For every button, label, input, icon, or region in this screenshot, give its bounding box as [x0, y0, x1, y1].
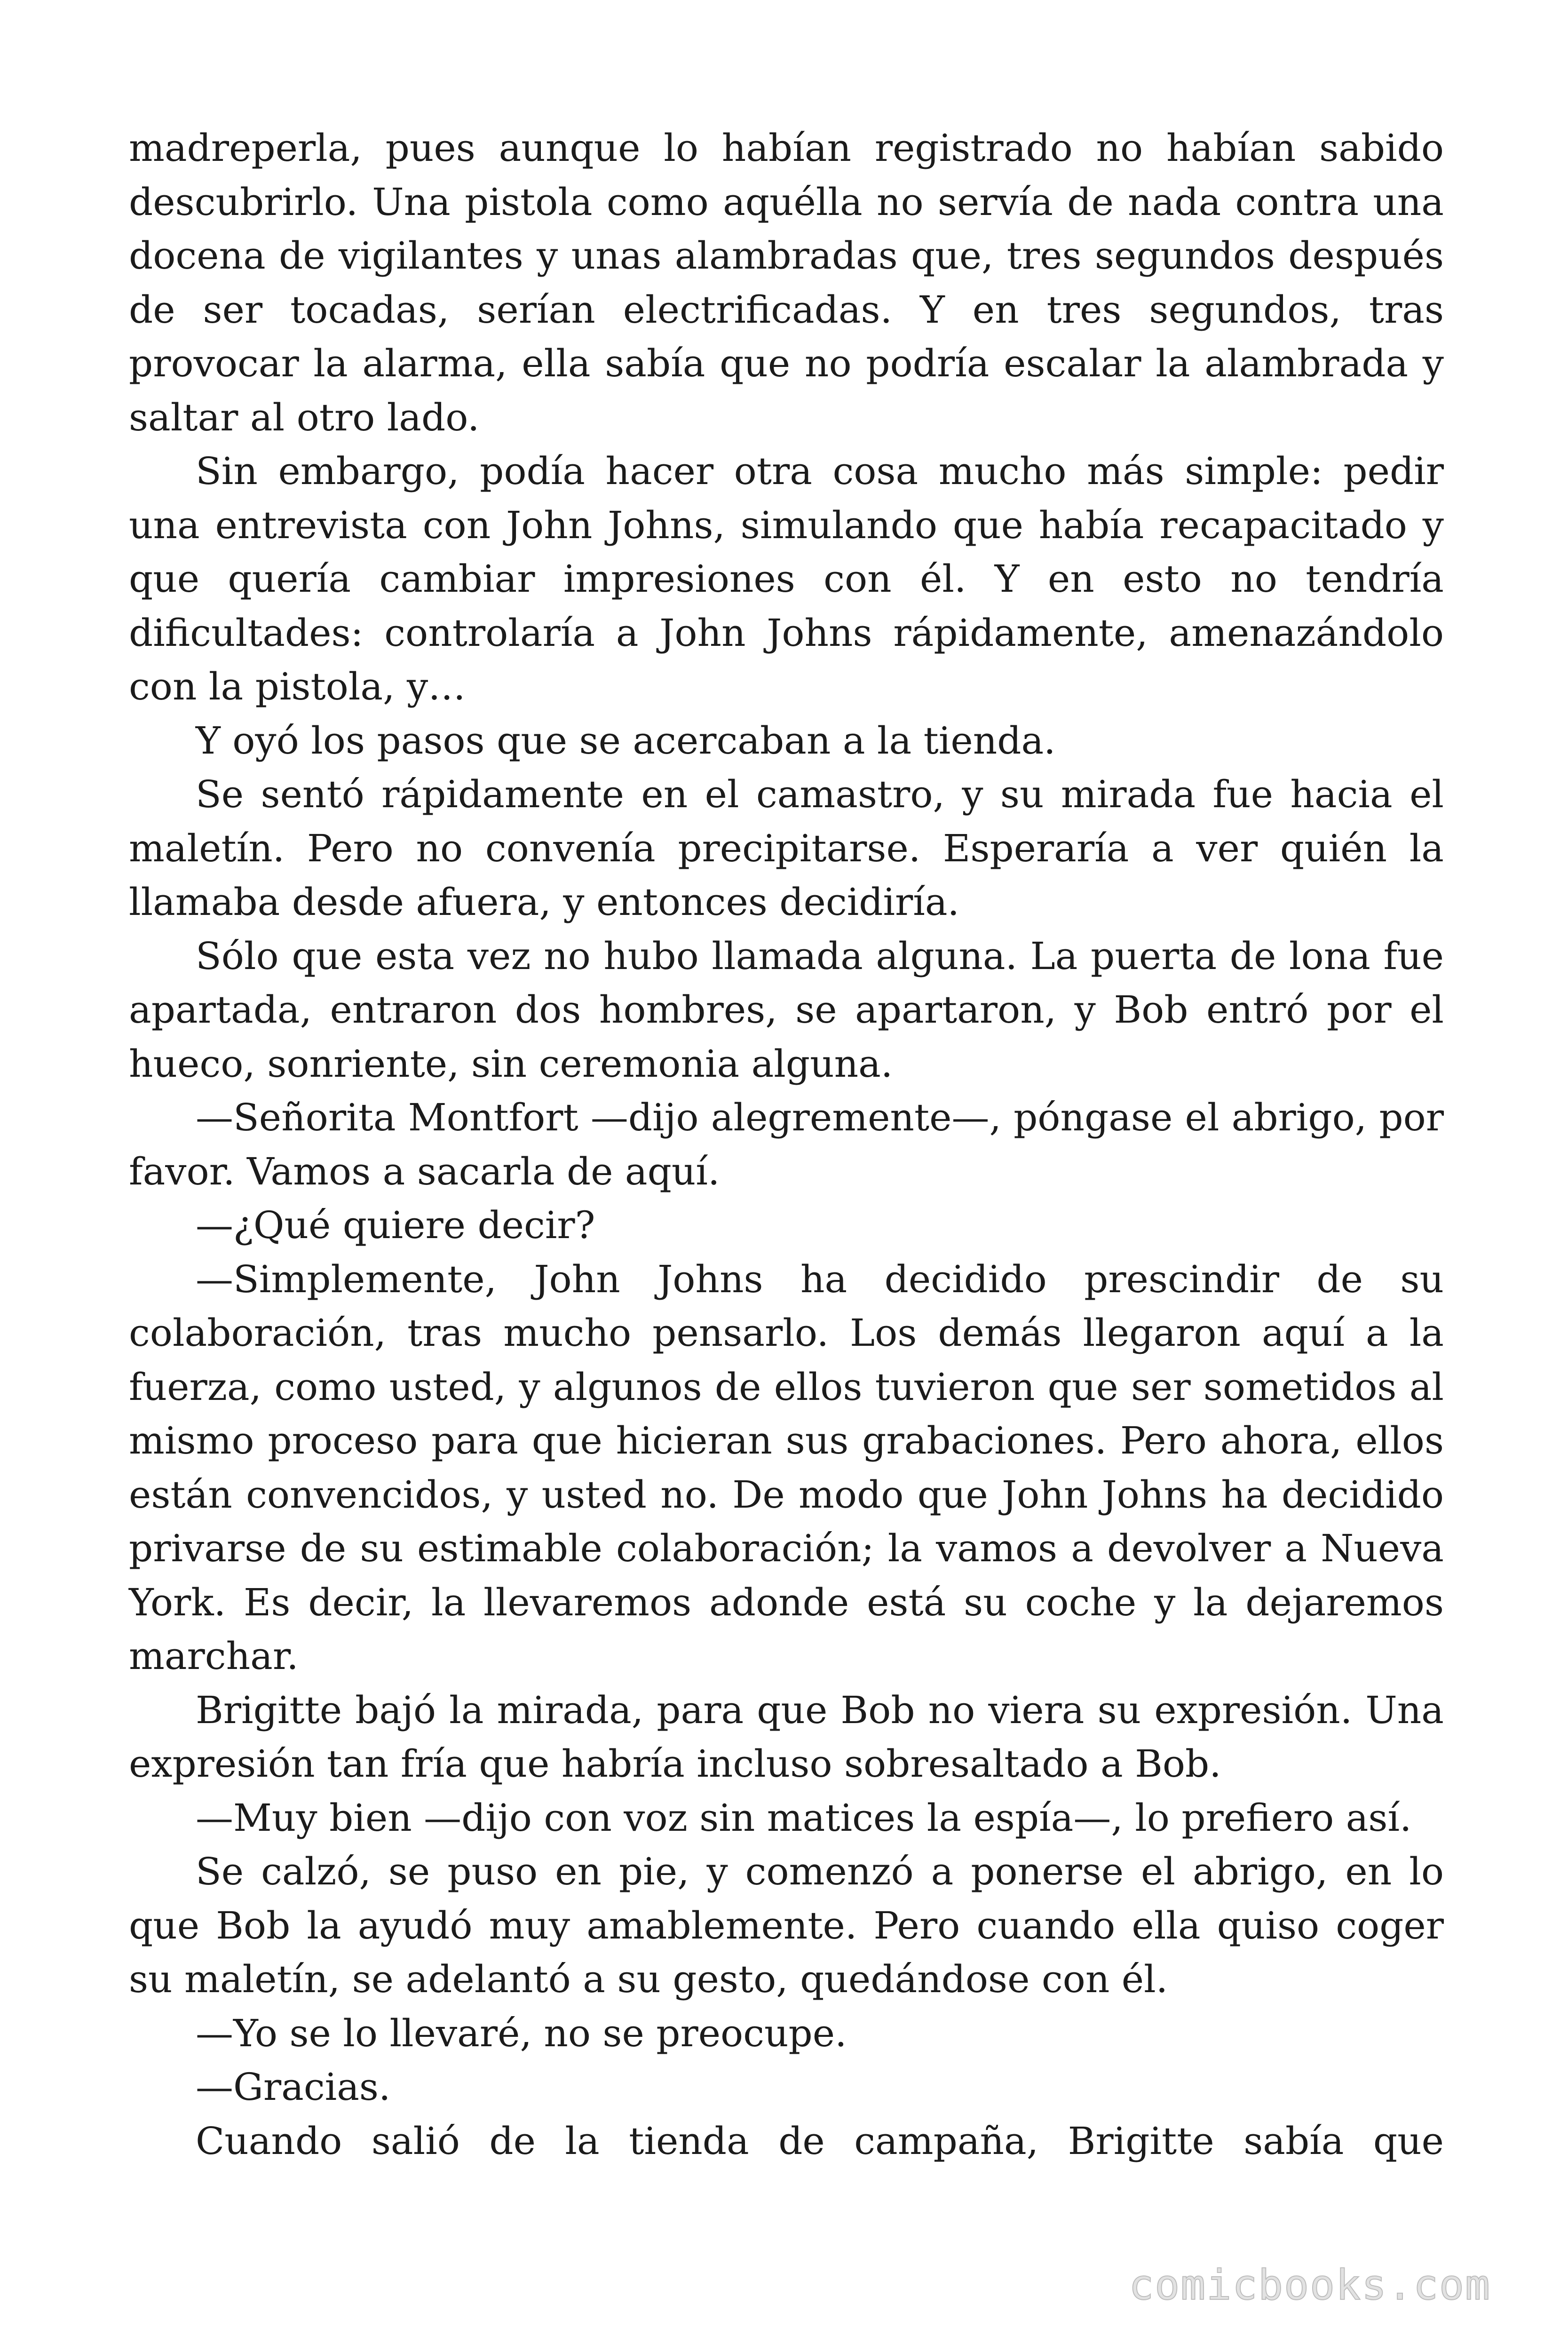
paragraph: Y oyó los pasos que se acercaban a la tienda. [196, 718, 1056, 763]
body-text [129, 121, 1444, 2168]
dialogue-paragraph: —Simplemente, John Johns ha decidido prescindir de su colaboración, tras mucho pensarlo. Los demás llegaron aquí a la fuerza, como usted, y algunos de ellos tuvieron que ser sometidos al mismo proceso para que hicieran sus grabaciones. Pero ahora, ellos están convencidos, y usted no. De modo que John Johns ha decidido privarse de su estimable colaboración; la vamos a devolver a Nueva York. Es decir, la llevaremos adonde está su coche y la dejaremos marchar. [129, 1257, 1444, 1678]
dialogue-paragraph: —Gracias. [196, 2065, 391, 2109]
watermark: comicbooks.com [1129, 2261, 1491, 2309]
paragraph: Cuando salió de la tienda de campaña, Brigitte sabía que [196, 2119, 1444, 2163]
paragraph: Brigitte bajó la mirada, para que Bob no viera su expresión. Una expresión tan fría que habría incluso sobresaltado a Bob. [129, 1688, 1444, 1786]
paragraph: Se sentó rápidamente en el camastro, y su mirada fue hacia el maletín. Pero no convenía precipitarse. Esperaría a ver quién la llamaba desde afuera, y entonces decidiría. [129, 772, 1444, 924]
dialogue-paragraph: —¿Qué quiere decir? [196, 1203, 595, 1247]
paragraph: madreperla, pues aunque lo habían registrado no habían sabido descubrirlo. Una pistola como aquélla no servía de nada contra una docena de vigilantes y unas alambradas que, tres segundos después de ser tocadas, serían electrificadas. Y en tres segundos, tras provocar la alarma, ella sabía que no podría escalar la alambrada y saltar al otro lado. [129, 126, 1444, 439]
paragraph: Sólo que esta vez no hubo llamada alguna. La puerta de lona fue apartada, entraron dos hombres, se apartaron, y Bob entró por el hueco, sonriente, sin ceremonia alguna. [129, 934, 1444, 1086]
paragraph: Se calzó, se puso en pie, y comenzó a ponerse el abrigo, en lo que Bob la ayudó muy amablemente. Pero cuando ella quiso coger su maletín, se adelantó a su gesto, quedándose con él. [129, 1850, 1444, 2001]
dialogue-paragraph: —Muy bien —dijo con voz sin matices la espía—, lo prefiero así. [196, 1796, 1412, 1840]
paragraph: Sin embargo, podía hacer otra cosa mucho más simple: pedir una entrevista con John Johns, simulando que había recapacitado y que quería cambiar impresiones con él. Y en esto no tendría dificultades: controlaría a John Johns rápidamente, amenazándolo con la pistola, y… [129, 449, 1444, 708]
dialogue-paragraph: —Señorita Montfort —dijo alegremente—, póngase el abrigo, por favor. Vamos a sacarla de aquí. [129, 1096, 1444, 1193]
dialogue-paragraph: —Yo se lo llevaré, no se preocupe. [196, 2011, 847, 2055]
